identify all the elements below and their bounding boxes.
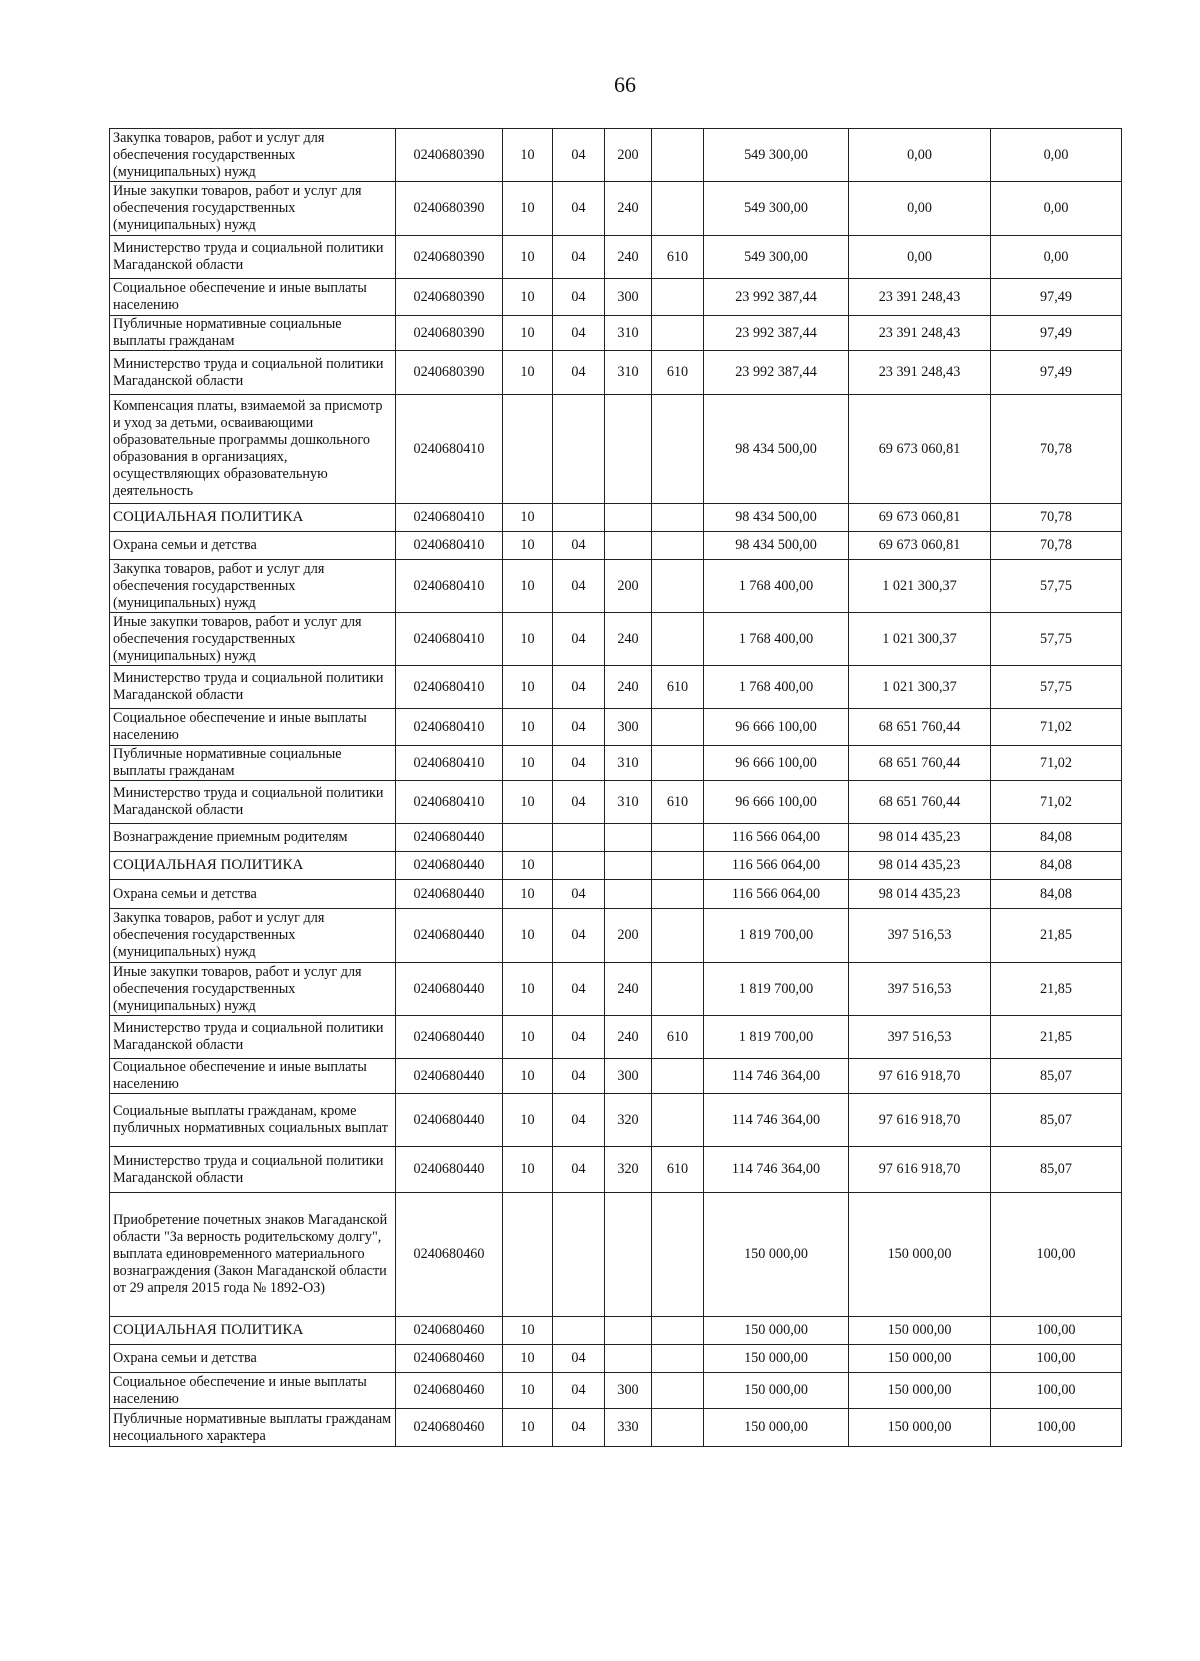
row-name-cell: Социальное обеспечение и иные выплаты населению [110,1373,396,1409]
subsection-cell: 04 [553,1373,605,1409]
table-row [110,1059,1122,1094]
administrator-cell [652,1345,704,1373]
subsection-cell: 04 [553,1345,605,1373]
row-name-cell: Охрана семьи и детства [110,880,396,909]
budget-table [109,128,1122,1447]
planned-amount-cell: 114 746 364,00 [704,1094,849,1147]
table-row [110,746,1122,781]
section-cell: 10 [503,1094,553,1147]
expense-type-cell: 240 [605,613,652,666]
execution-percent-cell: 97,49 [991,279,1122,316]
subsection-cell: 04 [553,1094,605,1147]
row-name-cell: СОЦИАЛЬНАЯ ПОЛИТИКА [110,1317,396,1345]
target-article-cell: 0240680440 [396,1147,503,1193]
section-cell: 10 [503,1147,553,1193]
expense-type-cell: 300 [605,709,652,746]
planned-amount-cell: 1 819 700,00 [704,1016,849,1059]
section-cell: 10 [503,351,553,395]
administrator-cell: 610 [652,236,704,279]
row-name-cell: Социальное обеспечение и иные выплаты населению [110,1059,396,1094]
subsection-cell [553,824,605,852]
actual-amount-cell: 397 516,53 [849,909,991,963]
target-article-cell: 0240680440 [396,1016,503,1059]
actual-amount-cell: 1 021 300,37 [849,666,991,709]
execution-percent-cell: 85,07 [991,1059,1122,1094]
actual-amount-cell: 23 391 248,43 [849,279,991,316]
actual-amount-cell: 150 000,00 [849,1373,991,1409]
administrator-cell [652,504,704,532]
row-name-cell: СОЦИАЛЬНАЯ ПОЛИТИКА [110,852,396,880]
section-cell: 10 [503,613,553,666]
target-article-cell: 0240680440 [396,909,503,963]
section-cell [503,824,553,852]
table-row [110,824,1122,852]
actual-amount-cell: 23 391 248,43 [849,351,991,395]
subsection-cell: 04 [553,236,605,279]
section-cell: 10 [503,316,553,351]
actual-amount-cell: 69 673 060,81 [849,395,991,504]
subsection-cell [553,852,605,880]
execution-percent-cell: 84,08 [991,852,1122,880]
expense-type-cell: 200 [605,909,652,963]
actual-amount-cell: 397 516,53 [849,1016,991,1059]
actual-amount-cell: 0,00 [849,236,991,279]
target-article-cell: 0240680440 [396,852,503,880]
table-row [110,279,1122,316]
planned-amount-cell: 98 434 500,00 [704,395,849,504]
target-article-cell: 0240680460 [396,1193,503,1317]
administrator-cell [652,279,704,316]
execution-percent-cell: 100,00 [991,1373,1122,1409]
target-article-cell: 0240680390 [396,129,503,182]
row-name-cell: Министерство труда и социальной политики Магаданской области [110,666,396,709]
target-article-cell: 0240680410 [396,709,503,746]
table-row [110,1016,1122,1059]
table-row [110,560,1122,613]
table-row [110,1193,1122,1317]
actual-amount-cell: 150 000,00 [849,1409,991,1447]
actual-amount-cell: 397 516,53 [849,963,991,1016]
actual-amount-cell: 98 014 435,23 [849,852,991,880]
actual-amount-cell: 69 673 060,81 [849,504,991,532]
administrator-cell [652,1409,704,1447]
planned-amount-cell: 1 819 700,00 [704,909,849,963]
administrator-cell [652,613,704,666]
expense-type-cell: 320 [605,1094,652,1147]
expense-type-cell: 310 [605,781,652,824]
section-cell: 10 [503,129,553,182]
expense-type-cell: 330 [605,1409,652,1447]
row-name-cell: Компенсация платы, взимаемой за присмотр и уход за детьми, осваивающими образовательные программы дошкольного образования в организациях, осуществляющих образовательную деятельность [110,395,396,504]
row-name-cell: Закупка товаров, работ и услуг для обеспечения государственных (муниципальных) нужд [110,909,396,963]
planned-amount-cell: 150 000,00 [704,1317,849,1345]
execution-percent-cell: 100,00 [991,1409,1122,1447]
execution-percent-cell: 70,78 [991,532,1122,560]
planned-amount-cell: 96 666 100,00 [704,781,849,824]
execution-percent-cell: 71,02 [991,781,1122,824]
target-article-cell: 0240680390 [396,351,503,395]
table-row [110,709,1122,746]
subsection-cell: 04 [553,746,605,781]
execution-percent-cell: 57,75 [991,560,1122,613]
subsection-cell: 04 [553,351,605,395]
expense-type-cell: 200 [605,129,652,182]
actual-amount-cell: 150 000,00 [849,1193,991,1317]
administrator-cell [652,1193,704,1317]
row-name-cell: Министерство труда и социальной политики Магаданской области [110,781,396,824]
row-name-cell: Охрана семьи и детства [110,1345,396,1373]
planned-amount-cell: 98 434 500,00 [704,532,849,560]
expense-type-cell [605,852,652,880]
subsection-cell [553,395,605,504]
administrator-cell [652,532,704,560]
expense-type-cell: 310 [605,746,652,781]
planned-amount-cell: 150 000,00 [704,1373,849,1409]
target-article-cell: 0240680410 [396,746,503,781]
table-row [110,666,1122,709]
row-name-cell: Вознаграждение приемным родителям [110,824,396,852]
table-row [110,129,1122,182]
subsection-cell: 04 [553,781,605,824]
subsection-cell: 04 [553,1016,605,1059]
table-row [110,351,1122,395]
subsection-cell: 04 [553,1147,605,1193]
expense-type-cell: 300 [605,1373,652,1409]
planned-amount-cell: 1 768 400,00 [704,666,849,709]
actual-amount-cell: 97 616 918,70 [849,1094,991,1147]
target-article-cell: 0240680460 [396,1409,503,1447]
administrator-cell [652,880,704,909]
administrator-cell: 610 [652,1147,704,1193]
subsection-cell [553,504,605,532]
subsection-cell: 04 [553,909,605,963]
planned-amount-cell: 116 566 064,00 [704,852,849,880]
target-article-cell: 0240680460 [396,1345,503,1373]
administrator-cell [652,909,704,963]
actual-amount-cell: 68 651 760,44 [849,746,991,781]
target-article-cell: 0240680440 [396,1094,503,1147]
planned-amount-cell: 549 300,00 [704,182,849,236]
subsection-cell: 04 [553,316,605,351]
target-article-cell: 0240680390 [396,236,503,279]
expense-type-cell: 240 [605,182,652,236]
subsection-cell: 04 [553,963,605,1016]
administrator-cell [652,824,704,852]
subsection-cell: 04 [553,880,605,909]
execution-percent-cell: 100,00 [991,1193,1122,1317]
planned-amount-cell: 1 768 400,00 [704,560,849,613]
execution-percent-cell: 57,75 [991,613,1122,666]
planned-amount-cell: 1 819 700,00 [704,963,849,1016]
execution-percent-cell: 0,00 [991,182,1122,236]
administrator-cell [652,316,704,351]
expense-type-cell [605,395,652,504]
actual-amount-cell: 68 651 760,44 [849,781,991,824]
actual-amount-cell: 98 014 435,23 [849,880,991,909]
administrator-cell [652,560,704,613]
subsection-cell: 04 [553,709,605,746]
target-article-cell: 0240680410 [396,532,503,560]
execution-percent-cell: 57,75 [991,666,1122,709]
execution-percent-cell: 71,02 [991,746,1122,781]
row-name-cell: Министерство труда и социальной политики Магаданской области [110,351,396,395]
execution-percent-cell: 21,85 [991,1016,1122,1059]
actual-amount-cell: 0,00 [849,129,991,182]
section-cell: 10 [503,1016,553,1059]
execution-percent-cell: 84,08 [991,824,1122,852]
actual-amount-cell: 69 673 060,81 [849,532,991,560]
subsection-cell: 04 [553,613,605,666]
table-row [110,1373,1122,1409]
expense-type-cell: 310 [605,316,652,351]
planned-amount-cell: 96 666 100,00 [704,709,849,746]
table-row [110,781,1122,824]
actual-amount-cell: 150 000,00 [849,1317,991,1345]
administrator-cell [652,1059,704,1094]
expense-type-cell [605,1193,652,1317]
expense-type-cell: 310 [605,351,652,395]
subsection-cell: 04 [553,129,605,182]
execution-percent-cell: 100,00 [991,1345,1122,1373]
expense-type-cell: 240 [605,963,652,1016]
row-name-cell: Министерство труда и социальной политики Магаданской области [110,1147,396,1193]
row-name-cell: Министерство труда и социальной политики Магаданской области [110,1016,396,1059]
administrator-cell [652,1317,704,1345]
administrator-cell [652,1094,704,1147]
expense-type-cell: 320 [605,1147,652,1193]
table-row [110,613,1122,666]
target-article-cell: 0240680390 [396,316,503,351]
subsection-cell: 04 [553,666,605,709]
row-name-cell: Иные закупки товаров, работ и услуг для обеспечения государственных (муниципальных) нужд [110,963,396,1016]
section-cell: 10 [503,1409,553,1447]
execution-percent-cell: 0,00 [991,129,1122,182]
row-name-cell: Публичные нормативные выплаты гражданам несоциального характера [110,1409,396,1447]
expense-type-cell: 240 [605,236,652,279]
planned-amount-cell: 549 300,00 [704,236,849,279]
table-row [110,316,1122,351]
actual-amount-cell: 0,00 [849,182,991,236]
target-article-cell: 0240680390 [396,182,503,236]
actual-amount-cell: 97 616 918,70 [849,1059,991,1094]
execution-percent-cell: 100,00 [991,1317,1122,1345]
execution-percent-cell: 84,08 [991,880,1122,909]
row-name-cell: Закупка товаров, работ и услуг для обеспечения государственных (муниципальных) нужд [110,560,396,613]
expense-type-cell [605,532,652,560]
section-cell: 10 [503,504,553,532]
subsection-cell: 04 [553,1059,605,1094]
expense-type-cell: 240 [605,666,652,709]
target-article-cell: 0240680460 [396,1373,503,1409]
planned-amount-cell: 150 000,00 [704,1345,849,1373]
expense-type-cell: 200 [605,560,652,613]
section-cell [503,395,553,504]
actual-amount-cell: 23 391 248,43 [849,316,991,351]
execution-percent-cell: 0,00 [991,236,1122,279]
execution-percent-cell: 85,07 [991,1094,1122,1147]
table-row [110,1147,1122,1193]
section-cell: 10 [503,781,553,824]
target-article-cell: 0240680410 [396,781,503,824]
actual-amount-cell: 97 616 918,70 [849,1147,991,1193]
row-name-cell: Охрана семьи и детства [110,532,396,560]
section-cell: 10 [503,1059,553,1094]
planned-amount-cell: 114 746 364,00 [704,1147,849,1193]
planned-amount-cell: 150 000,00 [704,1409,849,1447]
actual-amount-cell: 1 021 300,37 [849,613,991,666]
row-name-cell: Публичные нормативные социальные выплаты гражданам [110,316,396,351]
subsection-cell: 04 [553,279,605,316]
expense-type-cell [605,880,652,909]
expense-type-cell [605,504,652,532]
subsection-cell: 04 [553,532,605,560]
table-row [110,1409,1122,1447]
subsection-cell [553,1317,605,1345]
administrator-cell: 610 [652,666,704,709]
row-name-cell: Публичные нормативные социальные выплаты гражданам [110,746,396,781]
subsection-cell: 04 [553,182,605,236]
section-cell: 10 [503,852,553,880]
execution-percent-cell: 21,85 [991,963,1122,1016]
row-name-cell: Социальное обеспечение и иные выплаты населению [110,709,396,746]
expense-type-cell [605,1345,652,1373]
actual-amount-cell: 1 021 300,37 [849,560,991,613]
row-name-cell: Иные закупки товаров, работ и услуг для обеспечения государственных (муниципальных) нужд [110,613,396,666]
target-article-cell: 0240680460 [396,1317,503,1345]
administrator-cell: 610 [652,1016,704,1059]
target-article-cell: 0240680410 [396,613,503,666]
target-article-cell: 0240680390 [396,279,503,316]
table-row [110,182,1122,236]
planned-amount-cell: 1 768 400,00 [704,613,849,666]
section-cell: 10 [503,279,553,316]
administrator-cell: 610 [652,781,704,824]
table-row [110,852,1122,880]
execution-percent-cell: 21,85 [991,909,1122,963]
expense-type-cell: 240 [605,1016,652,1059]
table-row [110,880,1122,909]
expense-type-cell [605,824,652,852]
target-article-cell: 0240680410 [396,560,503,613]
table-row [110,395,1122,504]
execution-percent-cell: 97,49 [991,316,1122,351]
section-cell: 10 [503,1317,553,1345]
row-name-cell: Закупка товаров, работ и услуг для обеспечения государственных (муниципальных) нужд [110,129,396,182]
execution-percent-cell: 97,49 [991,351,1122,395]
planned-amount-cell: 23 992 387,44 [704,316,849,351]
section-cell: 10 [503,709,553,746]
planned-amount-cell: 23 992 387,44 [704,279,849,316]
expense-type-cell [605,1317,652,1345]
section-cell: 10 [503,236,553,279]
administrator-cell [652,963,704,1016]
table-row [110,532,1122,560]
administrator-cell [652,746,704,781]
target-article-cell: 0240680410 [396,395,503,504]
execution-percent-cell: 70,78 [991,504,1122,532]
execution-percent-cell: 85,07 [991,1147,1122,1193]
row-name-cell: Министерство труда и социальной политики Магаданской области [110,236,396,279]
expense-type-cell: 300 [605,279,652,316]
administrator-cell [652,129,704,182]
section-cell [503,1193,553,1317]
table-row [110,1094,1122,1147]
administrator-cell: 610 [652,351,704,395]
planned-amount-cell: 98 434 500,00 [704,504,849,532]
target-article-cell: 0240680440 [396,963,503,1016]
administrator-cell [652,852,704,880]
row-name-cell: СОЦИАЛЬНАЯ ПОЛИТИКА [110,504,396,532]
planned-amount-cell: 96 666 100,00 [704,746,849,781]
table-row [110,1317,1122,1345]
actual-amount-cell: 150 000,00 [849,1345,991,1373]
planned-amount-cell: 549 300,00 [704,129,849,182]
planned-amount-cell: 150 000,00 [704,1193,849,1317]
table-row [110,909,1122,963]
target-article-cell: 0240680410 [396,504,503,532]
planned-amount-cell: 116 566 064,00 [704,824,849,852]
row-name-cell: Приобретение почетных знаков Магаданской области "За верность родительскому долгу", выплата единовременного материального вознаграждения (Закон Магаданской области от 29 апреля 2015 года № 1892-ОЗ) [110,1193,396,1317]
section-cell: 10 [503,880,553,909]
section-cell: 10 [503,560,553,613]
section-cell: 10 [503,963,553,1016]
target-article-cell: 0240680440 [396,1059,503,1094]
target-article-cell: 0240680440 [396,880,503,909]
target-article-cell: 0240680410 [396,666,503,709]
row-name-cell: Социальные выплаты гражданам, кроме публичных нормативных социальных выплат [110,1094,396,1147]
subsection-cell: 04 [553,560,605,613]
row-name-cell: Иные закупки товаров, работ и услуг для обеспечения государственных (муниципальных) нужд [110,182,396,236]
expense-type-cell: 300 [605,1059,652,1094]
section-cell: 10 [503,666,553,709]
planned-amount-cell: 23 992 387,44 [704,351,849,395]
actual-amount-cell: 98 014 435,23 [849,824,991,852]
table-row [110,236,1122,279]
planned-amount-cell: 114 746 364,00 [704,1059,849,1094]
section-cell: 10 [503,1373,553,1409]
execution-percent-cell: 70,78 [991,395,1122,504]
table-row [110,1345,1122,1373]
actual-amount-cell: 68 651 760,44 [849,709,991,746]
section-cell: 10 [503,532,553,560]
section-cell: 10 [503,909,553,963]
section-cell: 10 [503,182,553,236]
target-article-cell: 0240680440 [396,824,503,852]
section-cell: 10 [503,746,553,781]
execution-percent-cell: 71,02 [991,709,1122,746]
planned-amount-cell: 116 566 064,00 [704,880,849,909]
subsection-cell: 04 [553,1409,605,1447]
table-row [110,504,1122,532]
subsection-cell [553,1193,605,1317]
administrator-cell [652,395,704,504]
administrator-cell [652,709,704,746]
table-row [110,963,1122,1016]
administrator-cell [652,1373,704,1409]
row-name-cell: Социальное обеспечение и иные выплаты населению [110,279,396,316]
page-number: 66 [614,72,636,97]
section-cell: 10 [503,1345,553,1373]
administrator-cell [652,182,704,236]
